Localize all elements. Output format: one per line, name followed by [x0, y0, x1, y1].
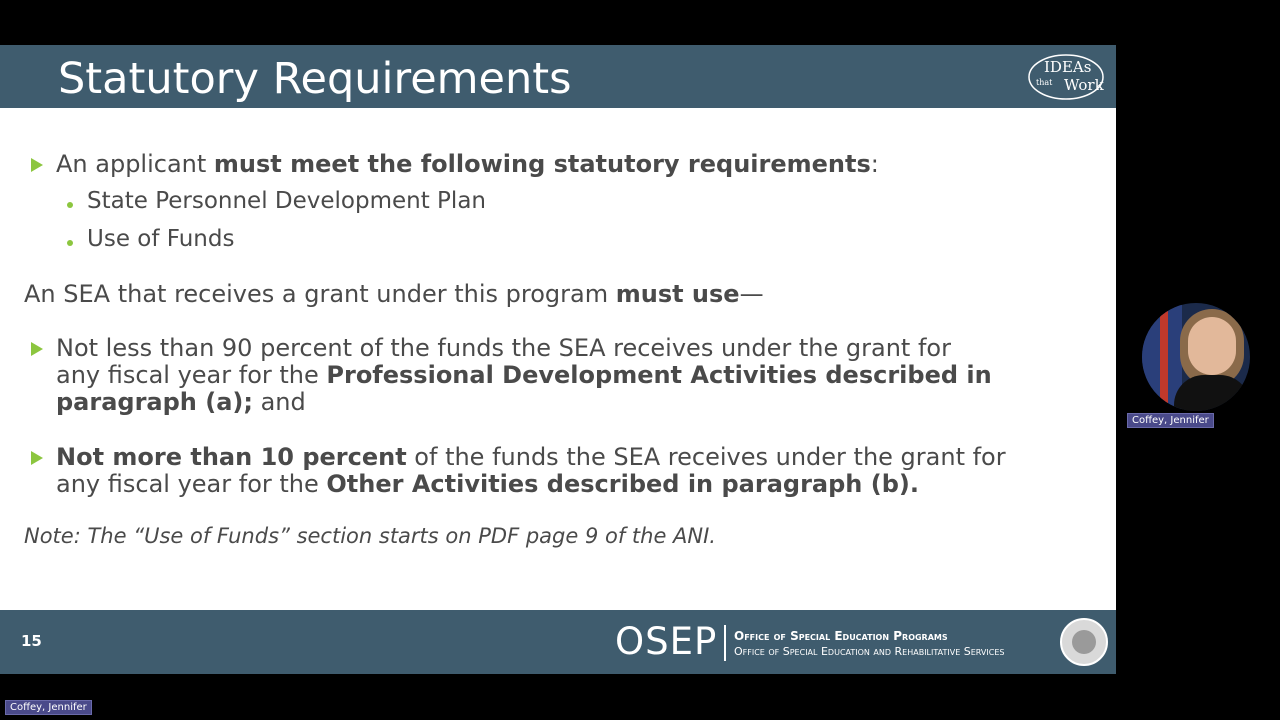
bullet1-bold: must meet the following statutory requirements	[213, 150, 871, 178]
sub-item-funds: Use of Funds	[87, 226, 235, 252]
sea-dash: —	[739, 280, 764, 308]
page-number: 15	[21, 632, 42, 650]
sub-bullet-dot-icon	[67, 202, 73, 208]
bullet-applicant	[56, 150, 879, 178]
sea-statement	[24, 280, 764, 308]
bullet2-line2-bold: Professional Development Activities described in	[326, 361, 992, 389]
bullet3-line1-bold: Not more than 10 percent	[56, 443, 407, 471]
bullet2-line2-text: any fiscal year for the	[56, 361, 327, 389]
slide-title: Statutory Requirements	[58, 54, 572, 104]
video-person-body	[1174, 375, 1250, 411]
slide-footer	[0, 610, 1116, 674]
self-view-name-tag: Coffey, Jennifer	[5, 700, 92, 715]
bullet3-line1	[56, 444, 1006, 471]
sub-bullet-dot-icon	[67, 240, 73, 246]
bullet3-line2-bold: Other Activities described in paragraph (b)	[326, 470, 910, 498]
video-flag-stripe	[1160, 303, 1168, 411]
bullet3-line2	[56, 471, 1006, 498]
bullet3-line2-text: any fiscal year for the	[56, 470, 327, 498]
bullet-arrow-icon	[31, 158, 43, 172]
bullet3-line1-text: of the funds the SEA receives under the grant for	[406, 443, 1006, 471]
office-services: Office of Special Education and Rehabilitative Services	[734, 645, 1005, 658]
participant-video[interactable]	[1142, 303, 1250, 411]
bullet2-line3-bold: paragraph (a);	[56, 388, 253, 416]
logo-line2: that	[1036, 78, 1053, 87]
bullet-not-more	[56, 444, 1006, 498]
department-seal-icon	[1060, 618, 1108, 666]
bullet2-line1: Not less than 90 percent of the funds the SEA receives under the grant for	[56, 334, 951, 362]
office-programs: Office of Special Education Programs	[734, 629, 948, 643]
sea-bold: must use	[615, 280, 740, 308]
bullet-arrow-icon	[31, 342, 43, 356]
bullet1-post: :	[870, 150, 879, 178]
title-bar	[0, 45, 1116, 108]
footer-divider	[724, 625, 726, 661]
bullet2-line3	[56, 389, 992, 416]
osep-logo-text: OSEP	[615, 620, 718, 663]
bullet1-text: An applicant	[56, 150, 214, 178]
ideas-that-work-logo	[1026, 51, 1108, 103]
note-text: Note: The “Use of Funds” section starts on PDF page 9 of the ANI.	[24, 524, 716, 548]
bullet2-line2	[56, 362, 992, 389]
seal-center	[1072, 630, 1096, 654]
bullet-not-less	[56, 335, 992, 416]
participant-name-tag: Coffey, Jennifer	[1127, 413, 1214, 428]
sub-item-plan: State Personnel Development Plan	[87, 188, 486, 214]
bullet3-line2-period: .	[909, 470, 919, 498]
presentation-slide	[0, 45, 1116, 674]
bullet2-line3-text: and	[252, 388, 306, 416]
logo-line1: IDEAs	[1044, 58, 1092, 76]
logo-line3: Work	[1064, 76, 1104, 94]
video-person-face	[1188, 317, 1236, 375]
sea-text: An SEA that receives a grant under this program	[24, 280, 616, 308]
bullet-arrow-icon	[31, 451, 43, 465]
